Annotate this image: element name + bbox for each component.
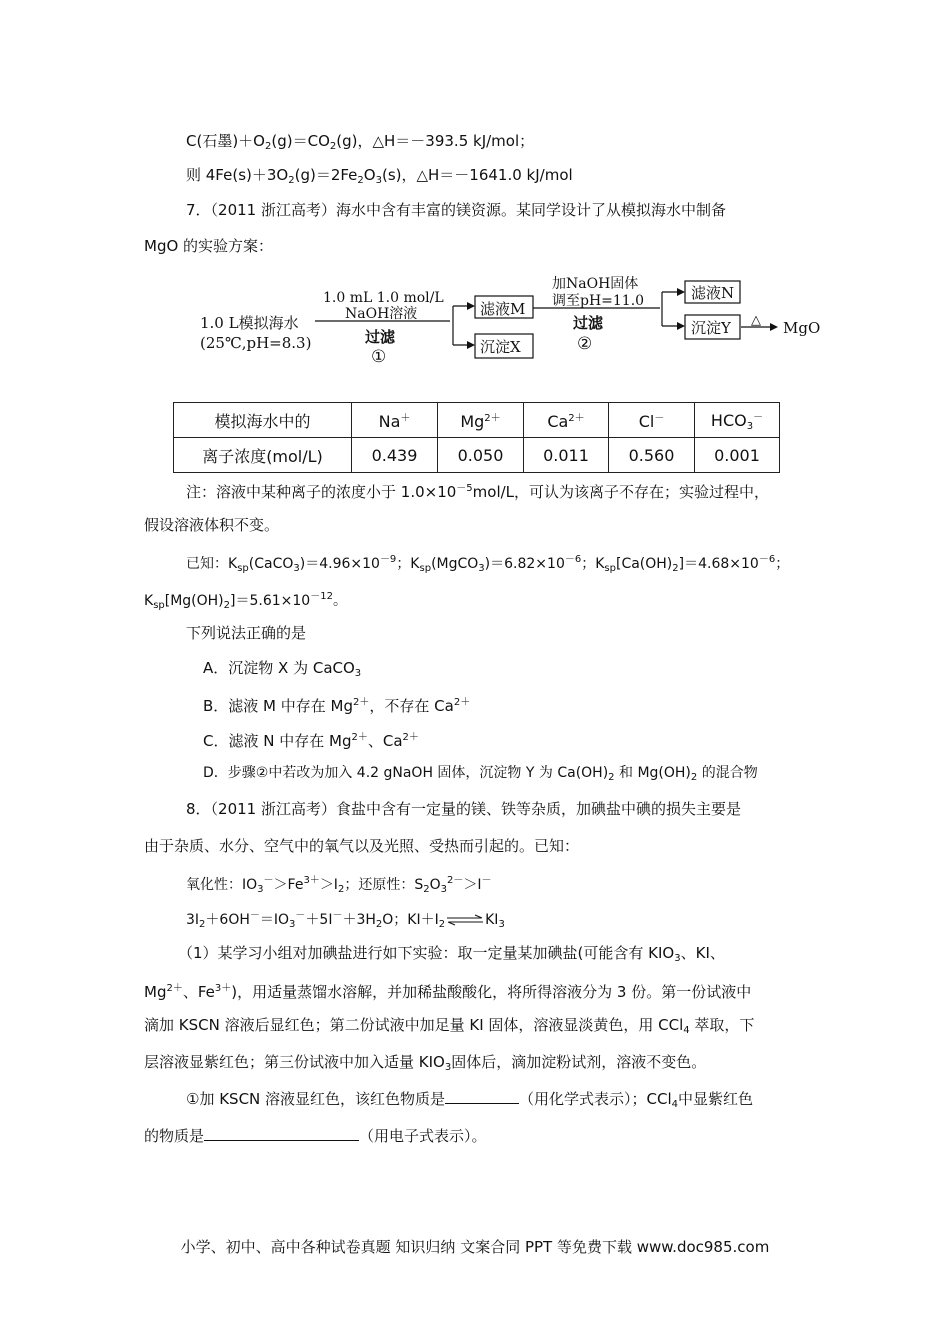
source-line1: 1.0 L模拟海水 (200, 314, 299, 332)
q7-question: 下列说法正确的是 (186, 624, 307, 642)
option-c: C．滤液 N 中存在 $Mg^{2+}$、$Ca^{2+}$ (203, 732, 419, 750)
heat-symbol: △ (751, 313, 761, 328)
option-a: A．沉淀物 X 为 CaCO$_3$ (203, 659, 362, 679)
q8-stem-line1: 8．（2011 浙江高考）食盐中含有一定量的镁、铁等杂质，加碘盐中碘的损失主要是 (186, 800, 741, 818)
table-header-cell: 离子浓度(mol/L) (174, 438, 352, 473)
answer-blank-2[interactable] (204, 1126, 359, 1141)
ion-concentration-table (173, 402, 780, 473)
value-hco3: 0.001 (695, 438, 780, 473)
ksp-line2: $K_{sp}[Mg(OH)_2]=5.61\times 10^{-12}$。 (144, 591, 347, 611)
part1-line1: （1）某学习小组对加碘盐进行如下实验：取一定量某加碘盐(可能含有 $KIO_3$、KI、 (178, 944, 725, 964)
iodine-equations: $3I_2+6OH^-=IO_3^-+5I^-+3H_2O$；$KI+I_2$ $KI_3$ (186, 910, 505, 930)
note-line1: 注：溶液中某种离子的浓度小于 $1.0\times 10^{-5}mol/L$，可认为该离子不存在；实验过程中， (186, 483, 770, 501)
step1-num: ① (371, 347, 387, 367)
ion-ca: $Ca^{2+}$ (524, 403, 609, 438)
step1-reagent1: 1.0 mL 1.0 mol/L (323, 290, 444, 306)
thermo-eq-2: 则 $4Fe(s)+3O_2(g)=2Fe_2O_3(s)$，△H＝－1641.0 kJ/mol (186, 166, 573, 186)
step2-label: 过滤 (573, 314, 604, 332)
part1-line2: $Mg^{2+}$、$Fe^{3+}$)，用适量蒸馏水溶解，并加稀盐酸酸化，将所得溶液分为 3 份。第一份试液中 (144, 983, 752, 1001)
table-header-cell: 模拟海水中的 (174, 403, 352, 438)
step2-num: ② (577, 334, 593, 354)
ion-hco3: $HCO_3^-$ (695, 403, 780, 438)
part1-line3: 滴加 KSCN 溶液后显红色；第二份试液中加足量 KI 固体，溶液显淡黄色，用 CCl$_4$ 萃取，下 (144, 1016, 755, 1036)
ion-cl: Cl－ (609, 403, 695, 438)
note-line2: 假设溶液体积不变。 (144, 516, 280, 534)
step1-reagent2: NaOH溶液 (345, 306, 418, 322)
step2-reagent2: 调至pH=11.0 (552, 293, 645, 309)
value-ca: 0.011 (524, 438, 609, 473)
filtrate-n: 滤液N (691, 284, 735, 302)
value-cl: 0.560 (609, 438, 695, 473)
filtrate-m: 滤液M (480, 300, 526, 318)
precip-y: 沉淀Y (691, 319, 731, 337)
option-d: D．步骤②中若改为加入 4.2 gNaOH 固体，沉淀物 Y 为 $Ca(OH)_2$ 和 $Mg(OH)_2$ 的混合物 (203, 765, 758, 783)
value-mg: 0.050 (438, 438, 524, 473)
equilibrium-arrow-icon (445, 914, 485, 926)
ksp-line1: 已知：$K_{sp}(CaCO_3)=4.96\times 10^{-9}$；$K_{sp}(MgCO_3)=6.82\times 10^{-6}$；$K_{sp}[Ca(OH)_2]=4.68\times 10^{-6}$； (186, 554, 790, 574)
precip-x: 沉淀X (480, 338, 521, 356)
source-line2: (25℃,pH=8.3) (200, 334, 312, 352)
thermo-eq-1: C(石墨)$+O_2(g)=CO_2(g)$，△H＝－393.5 kJ/mol； (186, 132, 535, 152)
oxidation-order: 氧化性：$IO_3^->Fe^{3+}>I_2$；还原性：$S_2O_3^{2-}>I^-$ (186, 875, 492, 895)
page-footer: 小学、初中、高中各种试卷真题 知识归纳 文案合同 PPT 等免费下载 www.doc985.com (180, 1238, 770, 1256)
part1-question-line1: ①加 KSCN 溶液显红色，该红色物质是 （用化学式表示）；CCl$_4$中显紫红色 (186, 1090, 754, 1110)
step1-label: 过滤 (365, 328, 396, 346)
part1-line4: 层溶液显紫红色；第三份试液中加入适量 $KIO_3$固体后，滴加淀粉试剂，溶液不变色。 (144, 1053, 707, 1073)
value-na: 0.439 (352, 438, 438, 473)
ion-na: Na＋ (352, 403, 438, 438)
ion-mg: $Mg^{2+}$ (438, 403, 524, 438)
part1-question-line2: 的物质是 （用电子式表示）。 (144, 1127, 487, 1145)
answer-blank-1[interactable] (445, 1089, 519, 1104)
q7-stem-line2: MgO 的实验方案： (144, 237, 274, 255)
product-mgo: MgO (783, 319, 821, 337)
q8-stem-line2: 由于杂质、水分、空气中的氧气以及光照、受热而引起的。已知： (144, 837, 580, 855)
option-b: B．滤液 M 中存在 $Mg^{2+}$，不存在 $Ca^{2+}$ (203, 697, 471, 715)
q7-stem-line1: 7．（2011 浙江高考）海水中含有丰富的镁资源。某同学设计了从模拟海水中制备 (186, 201, 726, 219)
process-flow-diagram (195, 270, 835, 370)
step2-reagent1: 加NaOH固体 (552, 276, 639, 292)
